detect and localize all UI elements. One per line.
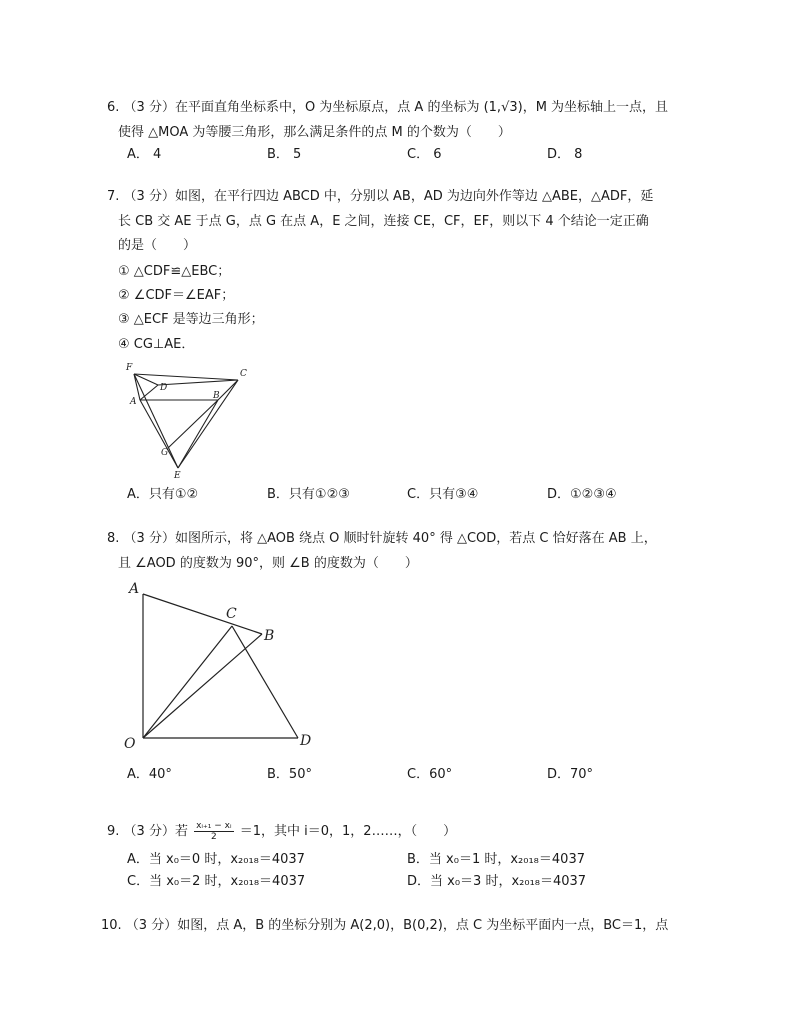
q8-option-a: A．40° [127,767,172,782]
q7-figure [120,360,260,485]
q7-option-a: A．只有①② [127,487,199,502]
q8-figure [118,576,328,756]
q8-seg-OB [143,634,262,738]
q8-option-c: C．60° [407,767,453,782]
q9-suffix: ＝1，其中 i＝0，1，2……，（ ） [239,824,457,839]
q9-option-d: D．当 x₀＝3 时，x₂₀₁₈＝4037 [407,874,587,889]
q7-seg-DC [158,380,238,385]
q7-seg-BC [218,380,238,400]
q9-option-a: A．当 x₀＝0 时，x₂₀₁₈＝4037 [127,852,305,867]
q8-label-B: B [264,628,275,644]
q8-label-C: C [226,606,237,622]
q7-option-d: D．①②③④ [547,487,617,502]
q6-option-a: A． 4 [127,147,162,162]
q7-seg-FC [134,374,238,380]
q7-option-b: B．只有①②③ [267,487,350,502]
q7-stem-line1: 7. （3 分）如图，在平行四边 ABCD 中，分别以 AB，AD 为边向外作等边 △ABE，△ADF，延 [107,189,654,204]
q7-label-F: F [126,363,133,373]
q7-seg-CE [178,380,238,468]
q7-seg-BG [168,400,218,448]
q8-label-O: O [124,736,136,752]
q7-stem-line2: 长 CB 交 AE 于点 G，点 G 在点 A，E 之间，连接 CE，CF，EF，则以下 4 个结论一定正确 [118,214,649,229]
q7-item-2: ② ∠CDF＝∠EAF； [118,288,235,303]
q7-option-c: C．只有③④ [407,487,479,502]
q7-seg-AE [140,400,178,468]
q8-stem-line1: 8. （3 分）如图所示，将 △AOB 绕点 O 顺时针旋转 40° 得 △COD，若点 C 恰好落在 AB 上， [107,531,657,546]
q6-stem-line1: 6. （3 分）在平面直角坐标系中，O 为坐标原点，点 A 的坐标为 (1,√3)，M 为坐标轴上一点，且 [107,100,669,115]
q7-label-A: A [130,397,137,407]
q8-stem-line2: 且 ∠AOD 的度数为 90°，则 ∠B 的度数为（ ） [118,556,418,571]
q9-option-c: C．当 x₀＝2 时，x₂₀₁₈＝4037 [127,874,306,889]
q8-label-D: D [300,733,312,749]
q8-option-b: B．50° [267,767,312,782]
q6-stem-line2: 使得 △MOA 为等腰三角形，那么满足条件的点 M 的个数为（ ） [118,125,511,140]
q9-option-b: B．当 x₀＝1 时，x₂₀₁₈＝4037 [407,852,585,867]
q9-fraction [194,821,234,842]
q9-frac-numerator: xᵢ₊₁ − xᵢ [196,821,232,831]
q7-item-3: ③ △ECF 是等边三角形； [118,312,264,327]
q6-option-c: C． 6 [407,147,442,162]
q6-option-d: D． 8 [547,147,583,162]
q9-stem [107,821,456,842]
q6-option-b: B． 5 [267,147,302,162]
q7-item-1: ① △CDF≌△EBC； [118,264,231,279]
q7-label-D: D [160,383,168,393]
q7-label-E: E [174,471,181,481]
q9-prefix: 9. （3 分）若 [107,824,188,839]
q7-label-C: C [240,369,247,379]
q9-frac-denominator: 2 [210,832,217,842]
q8-seg-OC [143,626,232,738]
q8-seg-AB [143,594,262,634]
q7-label-G: G [161,448,169,458]
q7-stem-line3: 的是（ ） [118,238,197,253]
q7-label-B: B [213,391,220,401]
q7-item-4: ④ CG⊥AE． [118,337,195,352]
q7-seg-FE [134,374,178,468]
q10-stem-line1: 10. （3 分）如图，点 A，B 的坐标分别为 A(2,0)，B(0,2)，点 C 为坐标平面内一点，BC＝1，点 [101,918,669,933]
q8-option-d: D．70° [547,767,594,782]
q8-label-A: A [129,581,140,597]
q7-seg-BE [178,400,218,468]
